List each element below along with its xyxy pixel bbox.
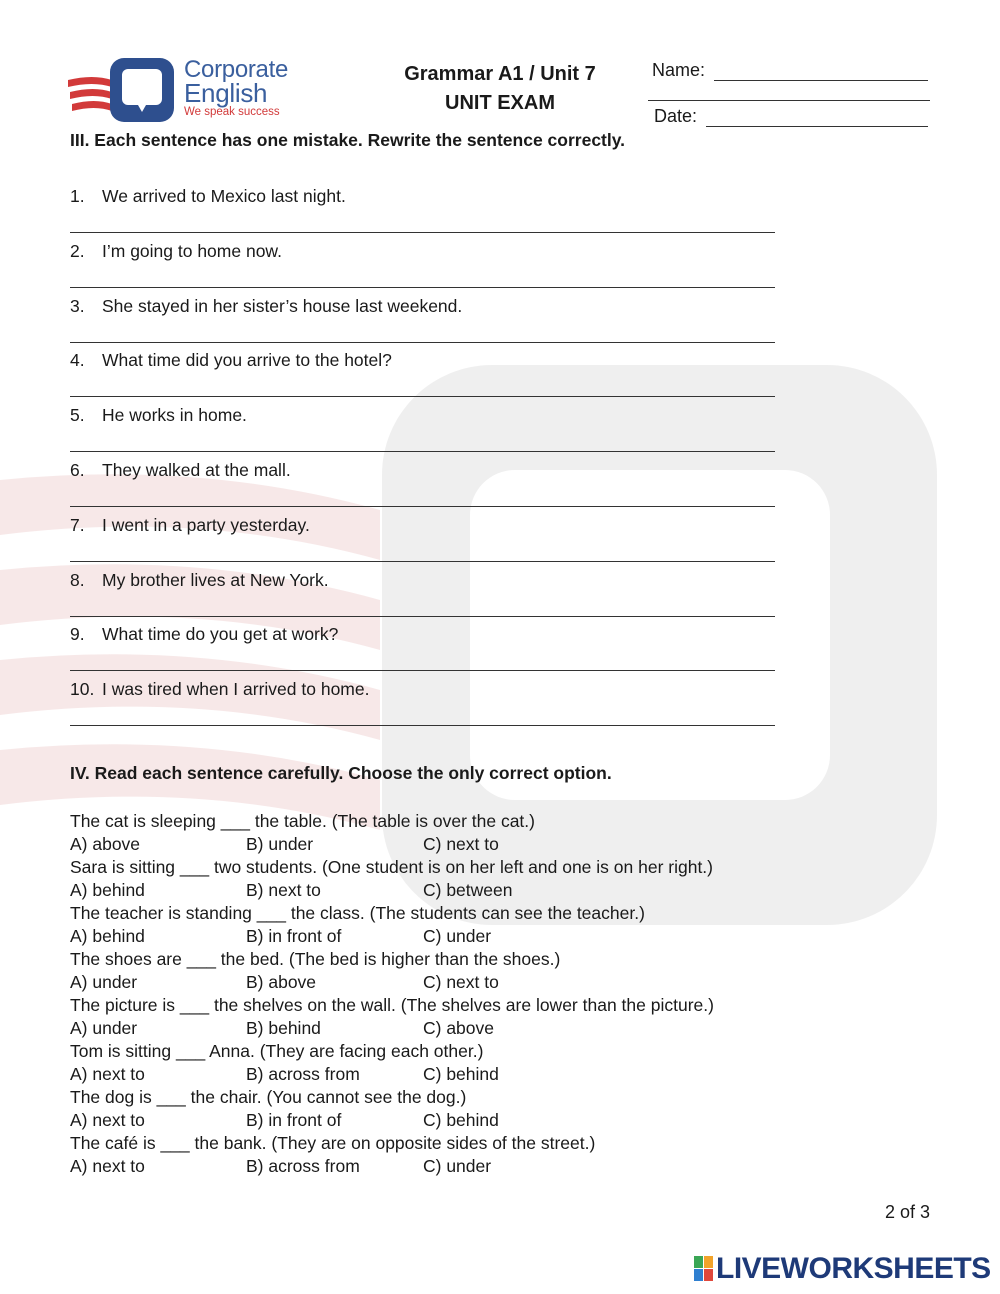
question-text: We arrived to Mexico last night. xyxy=(102,186,346,206)
mc-options xyxy=(70,925,950,948)
question-text: What time do you get at work? xyxy=(102,624,339,645)
logo-line-2: English xyxy=(184,78,268,108)
option-b[interactable]: B) next to xyxy=(246,880,321,900)
rewrite-question-1 xyxy=(70,186,346,207)
question-number: 4. xyxy=(70,350,85,371)
option-a[interactable]: A) next to xyxy=(70,1156,145,1176)
mc-options xyxy=(70,1017,950,1040)
liveworksheets-text: LIVEWORKSHEETS xyxy=(716,1252,991,1285)
mc-question-4 xyxy=(70,948,950,994)
rewrite-question-5 xyxy=(70,405,247,426)
answer-line-9[interactable] xyxy=(70,670,775,671)
question-text: What time did you arrive to the hotel? xyxy=(102,350,392,371)
option-c[interactable]: C) under xyxy=(423,926,492,946)
answer-line-4[interactable] xyxy=(70,396,775,397)
question-number: 10. xyxy=(70,679,95,700)
option-a[interactable]: A) behind xyxy=(70,926,145,946)
mc-options xyxy=(70,879,950,902)
question-number: 9. xyxy=(70,624,85,645)
name-input-line[interactable] xyxy=(714,80,928,81)
answer-line-2[interactable] xyxy=(70,287,775,288)
rewrite-question-3 xyxy=(70,296,462,317)
question-text: I was tired when I arrived to home. xyxy=(102,679,370,700)
option-a[interactable]: A) under xyxy=(70,972,138,992)
answer-line-8[interactable] xyxy=(70,616,775,617)
question-text: I went in a party yesterday. xyxy=(102,514,310,535)
option-b[interactable]: B) across from xyxy=(246,1156,360,1176)
exam-title xyxy=(370,60,630,118)
option-b[interactable]: B) in front of xyxy=(246,1110,342,1130)
rewrite-question-6 xyxy=(70,460,291,481)
option-b[interactable]: B) under xyxy=(246,834,314,854)
option-b[interactable]: B) above xyxy=(246,972,317,992)
mc-options xyxy=(70,1109,950,1132)
option-b[interactable]: B) in front of xyxy=(246,926,342,946)
option-a[interactable]: A) above xyxy=(70,834,141,854)
answer-line-7[interactable] xyxy=(70,561,775,562)
option-a[interactable]: A) behind xyxy=(70,880,145,900)
question-text: They walked at the mall. xyxy=(102,460,291,480)
rewrite-question-4 xyxy=(70,350,392,371)
question-number: 6. xyxy=(70,460,85,480)
mc-question-1 xyxy=(70,810,950,856)
mc-question-5 xyxy=(70,994,950,1040)
option-c[interactable]: C) next to xyxy=(423,834,499,854)
question-text: She stayed in her sister’s house last weekend. xyxy=(102,295,463,316)
mc-question-6 xyxy=(70,1040,950,1086)
answer-line-5[interactable] xyxy=(70,451,775,452)
mc-options xyxy=(70,833,950,856)
rewrite-question-9 xyxy=(70,624,338,645)
mc-sentence: The teacher is standing ___ the class. (The students can see the teacher.) xyxy=(70,903,645,923)
question-number: 1. xyxy=(70,186,85,206)
question-text: He works in home. xyxy=(102,405,247,426)
rewrite-question-10 xyxy=(70,679,369,700)
title-line-1: Grammar A1 / Unit 7 xyxy=(404,63,596,85)
name-label: Name: xyxy=(652,60,706,80)
option-c[interactable]: C) behind xyxy=(423,1110,499,1130)
option-a[interactable]: A) next to xyxy=(70,1110,145,1130)
option-c[interactable]: C) behind xyxy=(423,1064,499,1084)
answer-line-1[interactable] xyxy=(70,232,775,233)
name-extra-line[interactable] xyxy=(648,100,930,101)
mc-question-2 xyxy=(70,856,950,902)
option-c[interactable]: C) under xyxy=(423,1156,492,1176)
rewrite-question-8 xyxy=(70,570,329,591)
question-number: 7. xyxy=(70,514,85,535)
mc-question-7 xyxy=(70,1086,950,1132)
mc-sentence: The café is ___ the bank. (They are on opposite sides of the street.) xyxy=(70,1133,596,1153)
mc-sentence: Tom is sitting ___ Anna. (They are facing each other.) xyxy=(70,1041,484,1061)
liveworksheets-logo-icon xyxy=(694,1256,714,1282)
mc-sentence: The shoes are ___ the bed. (The bed is higher than the shoes.) xyxy=(70,949,561,969)
section-3-heading: III. Each sentence has one mistake. Rewrite the sentence correctly. xyxy=(70,130,626,150)
logo-wordmark xyxy=(184,58,288,119)
logo-line-1: Corporate xyxy=(184,56,289,83)
mc-sentence: The dog is ___ the chair. (You cannot see the dog.) xyxy=(70,1087,467,1107)
section-4-heading: IV. Read each sentence carefully. Choose the only correct option. xyxy=(70,763,612,783)
answer-line-3[interactable] xyxy=(70,342,775,343)
option-b[interactable]: B) across from xyxy=(246,1064,360,1084)
question-number: 8. xyxy=(70,569,85,590)
mc-sentence: Sara is sitting ___ two students. (One student is on her left and one is on her right.) xyxy=(70,857,713,877)
question-text: My brother lives at New York. xyxy=(102,569,329,590)
date-field xyxy=(654,106,928,127)
option-b[interactable]: B) behind xyxy=(246,1018,321,1038)
mc-sentence: The cat is sleeping ___ the table. (The table is over the cat.) xyxy=(70,811,535,831)
question-number: 3. xyxy=(70,295,85,316)
mc-question-3 xyxy=(70,902,950,948)
option-c[interactable]: C) above xyxy=(423,1018,495,1038)
section-4-questions xyxy=(70,810,950,1178)
mc-sentence: The picture is ___ the shelves on the wall. (The shelves are lower than the picture.) xyxy=(70,995,714,1015)
mc-options xyxy=(70,1063,950,1086)
mc-options xyxy=(70,971,950,994)
rewrite-question-2 xyxy=(70,241,282,262)
option-c[interactable]: C) next to xyxy=(423,972,499,992)
page-number: 2 of 3 xyxy=(884,1202,930,1222)
logo-tagline: We speak success xyxy=(184,106,280,118)
question-number: 5. xyxy=(70,405,85,426)
mc-question-8 xyxy=(70,1132,950,1178)
option-a[interactable]: A) under xyxy=(70,1018,138,1038)
title-line-2: UNIT EXAM xyxy=(445,92,555,114)
question-number: 2. xyxy=(70,240,85,261)
option-a[interactable]: A) next to xyxy=(70,1064,145,1084)
date-label: Date: xyxy=(654,106,698,126)
answer-line-6[interactable] xyxy=(70,506,775,507)
mc-options xyxy=(70,1155,950,1178)
option-c[interactable]: C) between xyxy=(423,880,513,900)
date-input-line[interactable] xyxy=(706,126,928,127)
name-field xyxy=(652,60,928,81)
answer-line-10[interactable] xyxy=(70,725,775,726)
question-text: I’m going to home now. xyxy=(102,240,282,261)
rewrite-question-7 xyxy=(70,515,310,536)
